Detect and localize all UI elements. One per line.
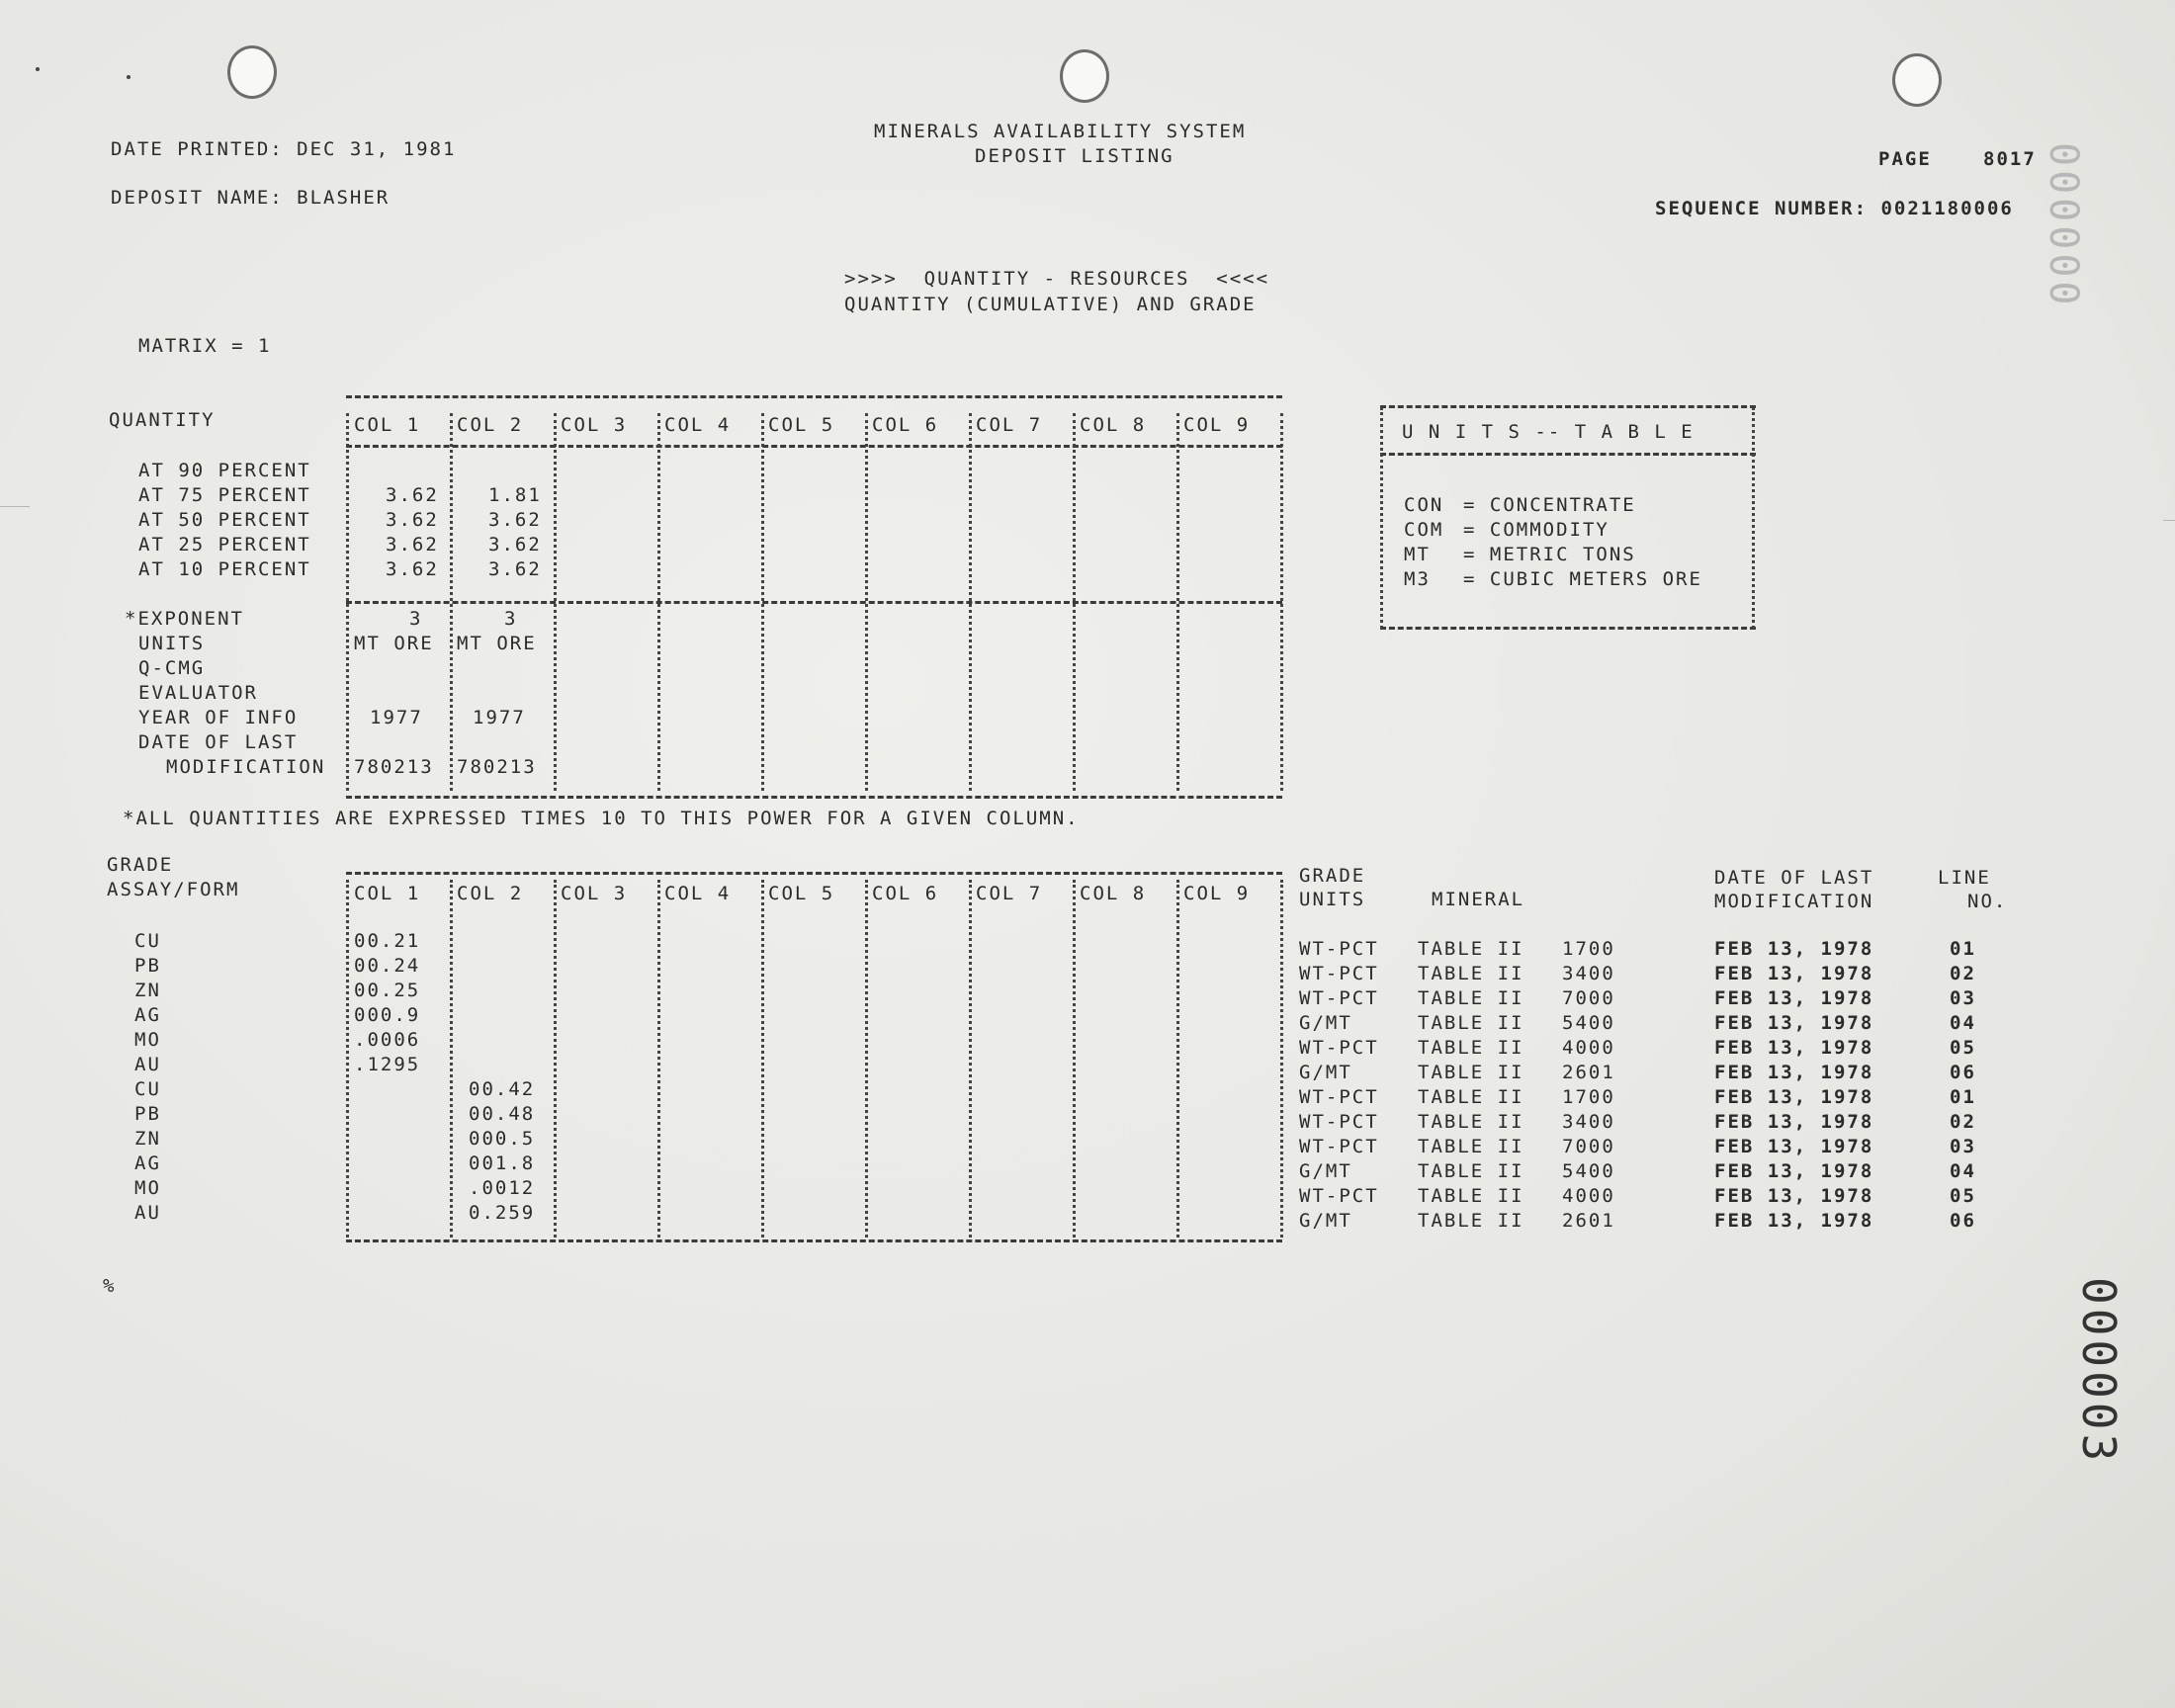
mineral-code: 3400 [1562, 1111, 1615, 1133]
units-table-title: U N I T S -- T A B L E [1402, 421, 1695, 443]
grade-column-header: COL 8 [1080, 883, 1147, 904]
quantity-meta-value: 780213 [457, 756, 537, 778]
line-number: 01 [1950, 938, 1976, 960]
line-number: 02 [1950, 963, 1976, 984]
deposit-name: DEPOSIT NAME: BLASHER [111, 187, 391, 209]
grade-column-separator [1073, 880, 1076, 1238]
line-number: 04 [1950, 1012, 1976, 1034]
mineral-code: 7000 [1562, 1136, 1615, 1157]
quantity-column-separator [1280, 413, 1283, 791]
faint-frame-stamp: 000000 [2041, 142, 2086, 309]
sequence-number: SEQUENCE NUMBER: 0021180006 [1655, 198, 2014, 219]
grade-value: 000.9 [354, 1004, 421, 1026]
line-number: 03 [1950, 1136, 1976, 1157]
quantity-row-label: AT 90 PERCENT [138, 460, 311, 481]
mineral-table: TABLE II [1418, 1037, 1524, 1059]
quantity-column-header: COL 5 [768, 414, 835, 436]
quantity-row-label: AT 75 PERCENT [138, 484, 311, 506]
grade-value: 00.24 [354, 955, 421, 977]
modification-date: FEB 13, 1978 [1714, 1160, 1874, 1182]
grade-value: .0006 [354, 1029, 421, 1051]
units-bottom-rule [1380, 627, 1756, 630]
quantity-meta-label: EVALUATOR [138, 682, 258, 704]
grade-value: .0012 [469, 1177, 536, 1199]
grade-column-header: COL 7 [976, 883, 1043, 904]
grade-element: PB [134, 955, 161, 977]
quantity-value: 3.62 [386, 534, 439, 555]
grade-units: WT-PCT [1299, 1185, 1379, 1207]
quantity-value: 3.62 [488, 509, 542, 531]
quantity-row-label: AT 10 PERCENT [138, 558, 311, 580]
quantity-column-header: COL 9 [1183, 414, 1251, 436]
punch-hole-center [1060, 49, 1109, 103]
quantity-column-header: COL 4 [664, 414, 732, 436]
mineral-table: TABLE II [1418, 1086, 1524, 1108]
units-code: MT [1404, 544, 1431, 565]
quantity-row-label: AT 50 PERCENT [138, 509, 311, 531]
quantity-meta-value: 1977 [370, 707, 423, 728]
grade-element: CU [134, 930, 161, 952]
listing-title: DEPOSIT LISTING [975, 145, 1174, 167]
mineral-code: 1700 [1562, 1086, 1615, 1108]
quantity-column-separator [450, 413, 453, 791]
mineral-table: TABLE II [1418, 1210, 1524, 1232]
quantity-meta-value: 3 [504, 608, 518, 630]
quantity-column-header: COL 6 [872, 414, 939, 436]
quantity-column-separator [346, 413, 349, 791]
mineral-table: TABLE II [1418, 1012, 1524, 1034]
grade-units: G/MT [1299, 1062, 1352, 1083]
grade-element: AU [134, 1054, 161, 1075]
mineral-code: 4000 [1562, 1185, 1615, 1207]
grade-element: ZN [134, 980, 161, 1001]
grade-element: PB [134, 1103, 161, 1125]
grade-units: WT-PCT [1299, 938, 1379, 960]
units-meaning: = CUBIC METERS ORE [1463, 568, 1702, 590]
units-right-border [1752, 407, 1755, 629]
grade-element: MO [134, 1029, 161, 1051]
line-number: 03 [1950, 987, 1976, 1009]
mineral-code: 4000 [1562, 1037, 1615, 1059]
grade-units: WT-PCT [1299, 1037, 1379, 1059]
modification-date: FEB 13, 1978 [1714, 1111, 1874, 1133]
grade-column-header: COL 3 [561, 883, 628, 904]
mineral-code: 2601 [1562, 1210, 1615, 1232]
units-header-rule [1380, 453, 1756, 456]
grade-value: 00.25 [354, 980, 421, 1001]
units-code: CON [1404, 494, 1444, 516]
line-number: 04 [1950, 1160, 1976, 1182]
quantity-value: 1.81 [488, 484, 542, 506]
quantity-column-separator [1073, 413, 1076, 791]
grade-column-header: COL 1 [354, 883, 421, 904]
quantity-meta-value: MT ORE [457, 633, 537, 654]
grade-units-header-2: UNITS [1299, 889, 1366, 910]
quantity-header-rule [346, 445, 1282, 448]
grade-column-separator [969, 880, 972, 1238]
grade-column-separator [1176, 880, 1179, 1238]
grade-element: AG [134, 1153, 161, 1174]
quantity-column-separator [1176, 413, 1179, 791]
grade-units: G/MT [1299, 1210, 1352, 1232]
page-edge-line [2163, 520, 2175, 521]
grade-units: G/MT [1299, 1160, 1352, 1182]
assay-form-heading: ASSAY/FORM [107, 879, 240, 900]
exponent-footnote: *ALL QUANTITIES ARE EXPRESSED TIMES 10 TO THIS POWER FOR A GIVEN COLUMN. [123, 808, 1080, 829]
quantity-meta-label: YEAR OF INFO [138, 707, 299, 728]
grade-top-rule [346, 872, 1282, 875]
line-number: 02 [1950, 1111, 1976, 1133]
units-meaning: = METRIC TONS [1463, 544, 1636, 565]
quantity-column-separator [657, 413, 660, 791]
units-code: M3 [1404, 568, 1431, 590]
quantity-value: 3.62 [386, 484, 439, 506]
modification-date: FEB 13, 1978 [1714, 938, 1874, 960]
quantity-column-separator [761, 413, 764, 791]
ink-speck [127, 75, 130, 79]
punch-hole-left [227, 45, 277, 99]
mineral-code: 7000 [1562, 987, 1615, 1009]
grade-bottom-rule [346, 1239, 1282, 1242]
grade-column-separator [1280, 880, 1283, 1238]
grade-value: 00.42 [469, 1078, 536, 1100]
quantity-meta-value: 1977 [473, 707, 526, 728]
mineral-code: 5400 [1562, 1012, 1615, 1034]
ink-speck [36, 67, 40, 71]
page-edge-line [0, 506, 30, 507]
modification-date: FEB 13, 1978 [1714, 1062, 1874, 1083]
units-meaning: = CONCENTRATE [1463, 494, 1636, 516]
section-title: >>>> QUANTITY - RESOURCES <<<< [844, 268, 1270, 290]
quantity-value: 3.62 [386, 509, 439, 531]
grade-value: 001.8 [469, 1153, 536, 1174]
grade-value: 00.48 [469, 1103, 536, 1125]
grade-units-header-1: GRADE [1299, 865, 1366, 887]
line-no-header: NO. [1967, 891, 2008, 912]
units-code: COM [1404, 519, 1444, 541]
mineral-table: TABLE II [1418, 1185, 1524, 1207]
page-number: 8017 [1983, 148, 2037, 170]
quantity-column-header: COL 1 [354, 414, 421, 436]
grade-element: AG [134, 1004, 161, 1026]
grade-column-separator [657, 880, 660, 1238]
quantity-meta-label: DATE OF LAST [138, 731, 299, 753]
mineral-code: 2601 [1562, 1062, 1615, 1083]
line-number: 05 [1950, 1185, 1976, 1207]
quantity-heading: QUANTITY [109, 409, 216, 431]
microfilm-frame-stamp: 000003 [2072, 1277, 2126, 1466]
grade-column-separator [554, 880, 557, 1238]
quantity-value: 3.62 [488, 534, 542, 555]
units-meaning: = COMMODITY [1463, 519, 1610, 541]
grade-value: 00.21 [354, 930, 421, 952]
system-title: MINERALS AVAILABILITY SYSTEM [874, 121, 1247, 142]
quantity-column-header: COL 3 [561, 414, 628, 436]
grade-units: WT-PCT [1299, 1086, 1379, 1108]
quantity-row-label: AT 25 PERCENT [138, 534, 311, 555]
line-number: 05 [1950, 1037, 1976, 1059]
mineral-table: TABLE II [1418, 1160, 1524, 1182]
grade-column-header: COL 5 [768, 883, 835, 904]
quantity-meta-value: 3 [409, 608, 423, 630]
quantity-meta-label: UNITS [138, 633, 206, 654]
quantity-column-separator [969, 413, 972, 791]
grade-element: AU [134, 1202, 161, 1224]
modification-date: FEB 13, 1978 [1714, 1086, 1874, 1108]
grade-element: MO [134, 1177, 161, 1199]
quantity-column-separator [554, 413, 557, 791]
grade-column-header: COL 4 [664, 883, 732, 904]
quantity-top-rule [346, 395, 1282, 398]
line-header: LINE [1938, 867, 1991, 889]
quantity-column-header: COL 8 [1080, 414, 1147, 436]
modification-date: FEB 13, 1978 [1714, 987, 1874, 1009]
grade-units: WT-PCT [1299, 1136, 1379, 1157]
grade-column-separator [346, 880, 349, 1238]
mineral-table: TABLE II [1418, 1111, 1524, 1133]
line-number: 06 [1950, 1210, 1976, 1232]
units-left-border [1380, 407, 1383, 629]
grade-column-separator [761, 880, 764, 1238]
punch-hole-right [1892, 53, 1942, 107]
line-number: 01 [1950, 1086, 1976, 1108]
section-subtitle: QUANTITY (CUMULATIVE) AND GRADE [844, 294, 1257, 315]
quantity-column-separator [865, 413, 868, 791]
modification-date: FEB 13, 1978 [1714, 1185, 1874, 1207]
grade-column-header: COL 2 [457, 883, 524, 904]
mineral-code: 5400 [1562, 1160, 1615, 1182]
grade-value: .1295 [354, 1054, 421, 1075]
mineral-header: MINERAL [1432, 889, 1525, 910]
grade-units: WT-PCT [1299, 1111, 1379, 1133]
grade-column-separator [865, 880, 868, 1238]
units-top-rule [1380, 405, 1756, 408]
grade-column-header: COL 9 [1183, 883, 1251, 904]
date-of-last-header: DATE OF LAST [1714, 867, 1874, 889]
quantity-meta-label: Q-CMG [138, 657, 206, 679]
quantity-meta-value: 780213 [354, 756, 434, 778]
mineral-table: TABLE II [1418, 987, 1524, 1009]
modification-date: FEB 13, 1978 [1714, 1037, 1874, 1059]
date-printed: DATE PRINTED: DEC 31, 1981 [111, 138, 457, 160]
modification-date: FEB 13, 1978 [1714, 963, 1874, 984]
mineral-table: TABLE II [1418, 938, 1524, 960]
grade-element: CU [134, 1078, 161, 1100]
grade-heading: GRADE [107, 854, 174, 876]
quantity-column-header: COL 2 [457, 414, 524, 436]
footer-percent-mark: % [103, 1275, 117, 1297]
quantity-meta-label: MODIFICATION [166, 756, 326, 778]
matrix-label: MATRIX = 1 [138, 335, 272, 357]
grade-value: 0.259 [469, 1202, 536, 1224]
modification-date: FEB 13, 1978 [1714, 1012, 1874, 1034]
page-label: PAGE [1878, 148, 1932, 170]
quantity-meta-label: *EXPONENT [125, 608, 244, 630]
mineral-table: TABLE II [1418, 1136, 1524, 1157]
mineral-code: 3400 [1562, 963, 1615, 984]
quantity-meta-value: MT ORE [354, 633, 434, 654]
line-number: 06 [1950, 1062, 1976, 1083]
grade-column-separator [450, 880, 453, 1238]
grade-units: WT-PCT [1299, 987, 1379, 1009]
modification-date: FEB 13, 1978 [1714, 1210, 1874, 1232]
grade-column-header: COL 6 [872, 883, 939, 904]
mineral-table: TABLE II [1418, 963, 1524, 984]
modification-header: MODIFICATION [1714, 891, 1874, 912]
mineral-code: 1700 [1562, 938, 1615, 960]
grade-value: 000.5 [469, 1128, 536, 1150]
grade-element: ZN [134, 1128, 161, 1150]
quantity-column-header: COL 7 [976, 414, 1043, 436]
quantity-mid-rule [346, 601, 1282, 604]
quantity-value: 3.62 [488, 558, 542, 580]
grade-units: WT-PCT [1299, 963, 1379, 984]
quantity-value: 3.62 [386, 558, 439, 580]
quantity-bottom-rule [346, 796, 1282, 799]
grade-units: G/MT [1299, 1012, 1352, 1034]
modification-date: FEB 13, 1978 [1714, 1136, 1874, 1157]
mineral-table: TABLE II [1418, 1062, 1524, 1083]
